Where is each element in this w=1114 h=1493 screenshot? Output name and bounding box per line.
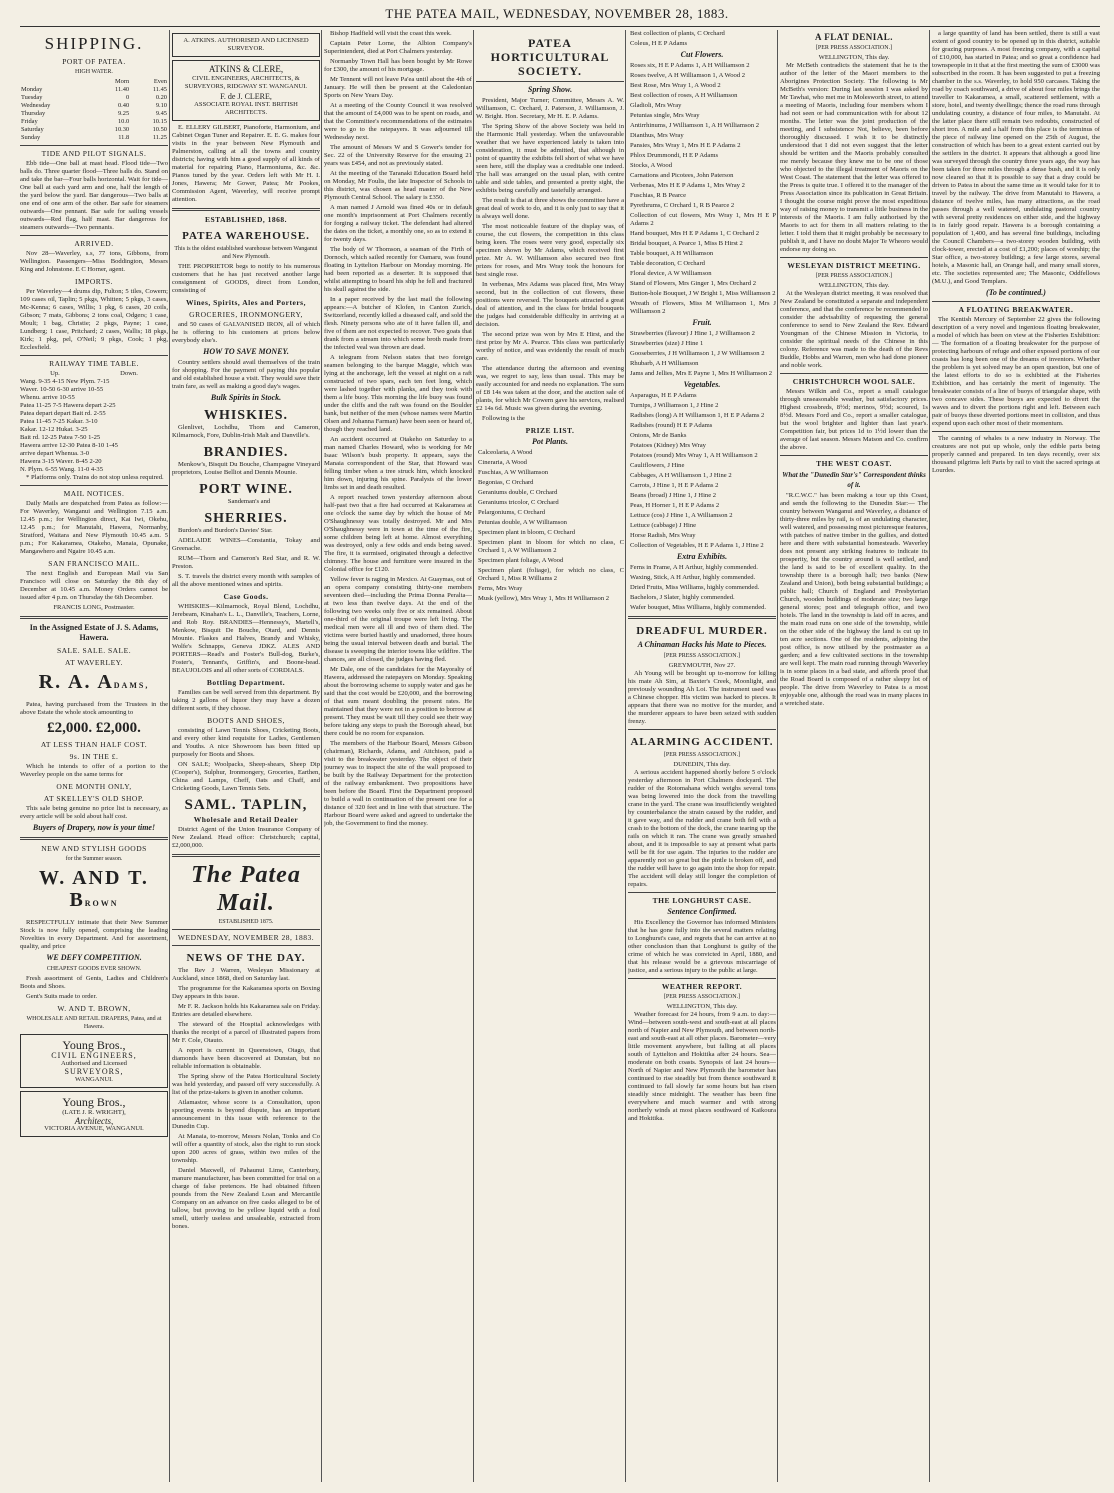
brandies-text: Menkow's, Bisquit Du Bouche, Champagne Vineyard proprietors, Louise Belliot and Dennis Mounie. bbox=[172, 461, 320, 476]
established-1875: ESTABLISHED 1875. bbox=[218, 919, 274, 925]
railway-row: Hawera 3-15 Waver. 8-45 2-20 bbox=[20, 458, 102, 465]
prize-list-b bbox=[628, 62, 776, 316]
tide-row bbox=[20, 118, 168, 126]
raa-text: Patea, having purchased from the Trustees in the above Estate the whole stock amounting to bbox=[20, 701, 168, 716]
show-report-paragraph: The Spring Show of the above Society was held in the Harmonic Hall yesterday. When the unfavourable weather that we have experienced lately is taken into consideration, it must be admitted, that although in point of quantity the exhibits fell short of what we have seen here, still the display was a creditable one indeed. The hall was arranged on the usual plan, with centre table and side tables, and presented a pretty sight, the exhibits being carefully and tastefully arranged. bbox=[476, 123, 624, 194]
rum-text: RUM—Thorn and Cameron's Red Star, and R. W. Preston. bbox=[172, 555, 320, 570]
show-report-paragraph: The attendance during the afternoon and evening was, we regret to say, less than usual. This may be easily accounted for and needs no explanation. The sum of £8 14s was taken at the door, and the auction sale of plants, for which Mr Cowern gave his services, realised £2 14s 6d. Music was given during the evening. bbox=[476, 365, 624, 412]
tide-header-cell: Even bbox=[153, 78, 167, 85]
prize-entry: Roses six, H E P Adams 1, A H Williamson 2 bbox=[630, 62, 750, 69]
cheapest-line: CHEAPEST GOODS EVER SHOWN. bbox=[46, 966, 142, 972]
whiskies-heading: WHISKIES. bbox=[203, 408, 289, 423]
date-line: WEDNESDAY, NOVEMBER 28, 1883. bbox=[177, 933, 315, 942]
sentence-subheading: Sentence Confirmed. bbox=[667, 907, 737, 916]
wellington-dateline: WELLINGTON, This day. bbox=[818, 54, 890, 61]
news-item: At a meeting of the County Council it was resolved that the amount of £4,000 was to be spent on roads, and that the Committee's recommendations of the estimates were to go to the ratepayers. It was adjourned till Wednesday next. bbox=[324, 102, 472, 141]
tide-row bbox=[20, 102, 168, 110]
imports-heading: IMPORTS. bbox=[75, 277, 113, 286]
fruit-heading: Fruit. bbox=[692, 318, 712, 327]
prize-entry: Hand bouquet, Mrs H E P Adams 1, C Orchard 2 bbox=[630, 230, 760, 237]
prize-entry: Bridal bouquet, A Pearce 1, Miss B Hirst 2 bbox=[630, 240, 743, 247]
prize-entry: Pelargoniums, C Orchard bbox=[478, 509, 546, 516]
vegetables-heading: Vegetables. bbox=[683, 380, 721, 389]
new-goods: NEW AND STYLISH GOODS bbox=[41, 844, 147, 853]
press-credit: [PER PRESS ASSOCIATION.] bbox=[663, 752, 741, 758]
tide-cell: 9.10 bbox=[155, 102, 167, 109]
estate-heading: In the Assigned Estate of J. S. Adams, Hawera. bbox=[29, 623, 159, 642]
established-1868: ESTABLISHED, 1868. bbox=[204, 215, 287, 224]
prize-list-a bbox=[628, 30, 776, 48]
west-coast-heading: THE WEST COAST. bbox=[816, 459, 892, 468]
prize-entry: Fuschias, A W Williamson bbox=[478, 469, 549, 476]
sf-mail-heading: SAN FRANCISCO MAIL. bbox=[48, 559, 140, 568]
column-rule bbox=[169, 30, 170, 1482]
column-rule bbox=[777, 30, 778, 1482]
prize-entry: Lettuce (cos) J Hine 1, A Williamson 2 bbox=[630, 512, 733, 519]
atkins-ad: A. ATKINS. AUTHORISED AND LICENSED SURVEYOR. bbox=[172, 33, 320, 57]
longhurst-text: His Excellency the Governor has informed Ministers that he has gone fully into the several matters relating to Longhurst's case, and regrets that he can arrive at no other conclusion than that Longhurst is guilty of the crime of which he was convicted in April, 1880, and that his release would be a grievous miscarriage of justice, and a serious injury to the public at large. bbox=[628, 919, 776, 974]
raa-text-3: This sale being genuine no price list is necessary, as every article will be sold about half cost. bbox=[20, 805, 168, 820]
prize-entry: Musk (yellow), Mrs Wray 1, Mrs H Williamson 2 bbox=[478, 595, 610, 602]
raa-text-2: Which he intends to offer of a portion to the Waverley people on the same terms for bbox=[20, 763, 168, 778]
spring-show: Spring Show. bbox=[527, 85, 573, 94]
railway-row: Patea depart depart Bait rd. 2-55 bbox=[20, 410, 106, 417]
news-heading: NEWS OF THE DAY. bbox=[186, 952, 306, 964]
signals-text: Ebb tide—One ball at mast head. Flood tide—Two balls do. Three quarter flood—Three balls do. Stand on and take the bar—Four balls horizontal. Wait for tide—One ball at each yard arm and one, half the length of the yard below the yard. Bar dangerous—Two balls at one end of one arm of the other. Bar safe for steamers outwards—One pennant. Bar safe for sailing vessels outwards—Red flag, half mast. Bar dangerous for steamers outwards—Two pennants. bbox=[20, 160, 168, 231]
press-credit: [PER PRESS ASSOCIATION.] bbox=[663, 653, 741, 659]
prize-entry: Geraniums double, C Orchard bbox=[478, 489, 558, 496]
sf-mail-text: The next English and European Mail via San Francisco will close on Saturday the 8th day of December at 10.45 a.m. Money Orders cannot be issued after 4 p.m. on Thursday the 6th December. bbox=[20, 570, 168, 601]
prize-entry: Ferns, Mrs Wray bbox=[478, 585, 523, 592]
tide-cell: 10.15 bbox=[152, 118, 167, 125]
tide-header-row bbox=[20, 78, 168, 86]
news-continued bbox=[324, 30, 472, 828]
tide-header-cell: Morn bbox=[114, 78, 130, 85]
news-item: The Spring show of the Patea Horticultural Society was held yesterday, and passed off very successfully. A list of the prize-takers is given in another column. bbox=[172, 1073, 320, 1096]
news-item: Yellow fever is raging in Mexico. At Guaymas, out of an opera company consisting thirty-one members seventeen died—including the Prima Donna Peralta—at two less than twelve days. At the end of the following two weeks only five or six remained. About one-third of the original troupe were left living. The medical men were all ill and two of them died. The victims were buried hastily and unadorned, three hours being the usual interval between death and burial. The disease is sweeping the interior towns like wildfire. The chances, are all closed, the judges having fled. bbox=[324, 576, 472, 663]
tide-cell: 11.40 bbox=[114, 86, 130, 93]
prize-entry: Asparagus, H E P Adams bbox=[630, 392, 697, 399]
prize-entry: Best collection of roses, A H Williamson bbox=[630, 92, 738, 99]
prize-entry: Lettuce (cabbage) J Hine bbox=[630, 522, 697, 529]
prize-entry: Phlox Drummondi, H E P Adams bbox=[630, 152, 719, 159]
news-item: In a paper received by the last mail the following appears:—A butcher of Klofen, in Canton Zurich, Switzerland, recently killed a diseased calf, and sold the flesh. Ninety persons who ate of it have fallen ill, and five of them are not expected to recover. Two goats that drank from a stream into which some broth made from the infected veal was thrown are dead. bbox=[324, 296, 472, 351]
news-item: The body of W Thomson, a seaman of the Firth of Dornoch, which sailed recently for Oamaru, was found floating in Lyttelton Harbour on Monday morning. He had been reported as a deserter. It is supposed that whilst attempting to board his ship he fell and fractured his skull against the side. bbox=[324, 246, 472, 293]
buyers-line: Buyers of Drapery, now is your time! bbox=[32, 823, 156, 832]
show-report-paragraph: In verbenas, Mrs Adams was placed first, Mrs Wray second, but in the collection of cut flowers, these positions were reversed. The bouquets attracted a great deal of attention, and in the class for bridal bouquets the judges had considerable difficulty in arriving at a decision. bbox=[476, 281, 624, 328]
on-sale-text: ON SALE; Woolpacks, Sheep-shears, Sheep Dip (Cooper's), Sulphur, Ironmongery, Groceries, Earthen, China and Lamps, Cheff, Oats and Chaff, and Cricketing Goods, Lawn Tennis Sets. bbox=[172, 761, 320, 792]
press-credit: [PER PRESS ASSOCIATION.] bbox=[663, 994, 741, 1000]
weather-text: Weather forecast for 24 hours, from 9 a.m. to day:—Wind—between south-west and south-east at all places north of Napier and New Plymouth, and between north-east and south-east at all other places. Barometer—very little movement anywhere, but falling at all places south of Lyttelton and Hokitika after 24 hours. Sea—moderate on both coasts. Synopsis of last 24 hours—North of Napier and New Plymouth the barometer has continued to rise steadily but from thence southward it continued to fall slowly far some hours but has risen steadily since midnight. The weather has been fine everywhere and much warmer and with strong northerly winds at most places southward of Kaikoura and Hokitika. bbox=[628, 1011, 776, 1122]
patea-warehouse-sub: This is the oldest established warehouse between Wanganui and New Plymouth. bbox=[174, 246, 318, 260]
prize-entry: Best collection of plants, C Orchard bbox=[630, 30, 725, 37]
column-rule bbox=[321, 30, 322, 1482]
wellington-dateline-2: WELLINGTON, This day. bbox=[818, 282, 890, 289]
prize-entry: Radishes (long) A H Williamson 1, H E P Adams 2 bbox=[630, 412, 765, 419]
column-3 bbox=[324, 30, 472, 1482]
tide-cell: Wednesday bbox=[21, 102, 51, 109]
gilbert-ad: E. ELLERY GILBERT, Pianoforte, Harmonium, and Cabinet Organ Tuner and Repairer. E. E. G. makes four visits in the year between New Plymouth and Palmerston, calling at all the towns and country districts; having with him a good supply of all kinds of material for repairing Piano, Harmoniums, &c. &c. Pianos tuned by the year. Orders left with Mr H. I. Jones, Hawera; Mr Gower, Patea; Mr Pookes, Commission Agent, Waverley, will receive prompt attention. bbox=[172, 124, 320, 203]
prize-entry: Carrots, J Hine 1, H E P Adams 2 bbox=[630, 482, 719, 489]
tide-cell: Saturday bbox=[21, 126, 44, 133]
groceries-line: GROCERIES, IRONMONGERY, bbox=[189, 310, 303, 319]
price: £2,000. £2,000. bbox=[47, 720, 141, 736]
prize-entry: Calceolaria, A Wood bbox=[478, 449, 533, 456]
news-item: A report reached town yesterday afternoon about half-past two that a fire had occurred at Kakaramea at one o'clock the same day by which the house of Mr O'Shaughnessy was totally destroyed. Mr and Mrs O'Shaughnessy were in town at the time of the fire, some children being left at home. Almost everything was destroyed, only a few odds and ends being saved. The fire, it is surmised, originated through a defective chimney. The house and furniture were insured in the Colonial office for £120. bbox=[324, 494, 472, 573]
tide-cell: 11.45 bbox=[152, 86, 167, 93]
tide-cell: 0.20 bbox=[155, 94, 167, 101]
prize-entry: Specimen plant (foliage), for which no class, C Orchard 1, Miss R Williams 2 bbox=[478, 567, 624, 582]
dunedin-dateline: DUNEDIN, This day. bbox=[673, 761, 731, 768]
whales-text: The canning of whales is a new industry in Norway. The creatures are not put up whole, only the edible parts being properly canned and prepared. In ten days recently, over six thousand pilgrims left Paris by rail to visit the sacred springs at Lourdes. bbox=[932, 435, 1100, 474]
bottling: Bottling Department. bbox=[206, 678, 286, 687]
west-coast-continued: a large quantity of land has been settled, there is still a vast extent of good country to be opened up in this district, suitable for grazing purposes. A most freezing company, with a capital of £10,000, has started in Patea; and so great a confidence had townspeople in it that at the first meeting the sum of £3000 was subscribed in the room. It has been suggested to put a freezing chamber in the s.s. Waverley, to hold 950 carcases. Taking the road by coach southward, a drive of about four miles brings the traveller to Kakaramea, a small, scattered settlement, with a store, hotel, and twenty dwellings; thence the road runs through undulating country, a distance of four miles, to Manutahi. At the latter place there still remain two redoubts, constructed of short iron. A mile and a half from this place is the terminus of the piece of railway line opened on the 25th of August, the construction of which has been to a great extent carried out by the settlers in the district. It appears that although a good line was surveyed through the country three years ago, the way has been taken for three miles through a dense bush, and it is only now cleared so that it is possible to say that a dray could be driven to Patea in about the same time as it would take for it to travel by the railway. The drive from Manutahi to Hawera, a distance of twelve miles, has many attractions, as the road passes through a well watered, undulating pastoral country with several pretty residences on either side, and the highway is in fairly good repair. Hawera is a borough containing a population of 1,400, and has several fine buildings, including the Council Chambers—a two-storey wooden building, with clock-tower, erected at a cost of £1,200; places of worship; the Star office, a two-storey building; a few large stores, several hotels, a Masonic hall, an Orange hall, and many small stores, etc. The societies represented are; The Masonic, Oddfellows (M.U.), and Good Templars. bbox=[932, 30, 1100, 285]
young-bros-ad-1: Young Bros., CIVIL ENGINEERS, Authorised and Licensed SURVEYORS, WANGANUI. bbox=[20, 1034, 168, 1088]
prize-entry: Cabbages, A H Williamson 1, J Hine 2 bbox=[630, 472, 732, 479]
high-water-label: HIGH WATER. bbox=[75, 69, 113, 75]
prize-entry: Pyrethrums, C Orchard 1, R B Pearce 2 bbox=[630, 202, 735, 209]
prize-entry: Dianthus, Mrs Wray bbox=[630, 132, 684, 139]
railway-row: Kakar. 12-12 Hukat. 3-25 bbox=[20, 426, 88, 433]
prize-entry: Begonias, C Orchard bbox=[478, 479, 534, 486]
whiskies-text: Glenlivet, Lochdhu, Thom and Cameron, Kilmarnock, Fore, Dublin-Irish Malt and Danville's. bbox=[172, 424, 320, 439]
prize-entry: Rhubarb, A H Williamson bbox=[630, 360, 699, 367]
tide-cell: Sunday bbox=[21, 134, 41, 141]
prize-entry: Wafer bouquet, Miss Williams, highly commended. bbox=[630, 604, 767, 611]
column-2 bbox=[172, 30, 320, 1482]
news-item: The programme for the Kakaramea sports on Boxing Day appears in this issue. bbox=[172, 985, 320, 1000]
column-rule bbox=[625, 30, 626, 1482]
signals-heading: TIDE AND PILOT SIGNALS. bbox=[41, 149, 147, 158]
prize-entry: Dried Fruits, Miss Williams, highly commended. bbox=[630, 584, 760, 591]
railway-header bbox=[20, 370, 168, 378]
tide-header-cell bbox=[20, 78, 92, 86]
tide-table bbox=[20, 78, 168, 142]
railway-row: Wang. 9-35 4-15 New Plym. 7-15 bbox=[20, 378, 110, 385]
wt-sign: W. AND T. BROWN, bbox=[57, 1004, 131, 1013]
prize-entry: Peas, H Horner 1, H E P Adams 2 bbox=[630, 502, 720, 509]
news-item: Atlamastor, whose score is a Consultation, upon sporting events is beyond dispute, has an important announcement in this issue with reference to the Dunedin Cup. bbox=[172, 1099, 320, 1130]
port-text: Sandeman's and bbox=[227, 498, 271, 505]
tide-cell: 0 bbox=[125, 94, 130, 101]
atkins-clere-ad: ATKINS & CLERE, CIVIL ENGINEERS, ARCHITECTS, & SURVEYORS, RIDGWAY ST. WANGANUI. F. de J. CLERE, ASSOCIATE ROYAL INST. BRITISH ARCHITECTS. bbox=[172, 60, 320, 121]
news-item: At Manaia, to-morrow, Messrs Nolan, Tonks and Co will offer a quantity of stock, also the right to run stock upon 200 acres of grass, within two miles of the township. bbox=[172, 1133, 320, 1164]
prize-entry: Wreath of Flowers, Miss M Williamson 1, Mrs J Williamson 2 bbox=[630, 300, 776, 315]
column-rule bbox=[473, 30, 474, 1482]
wellington-dateline: WELLINGTON, This day. bbox=[666, 1003, 738, 1010]
floating-breakwater-heading: A FLOATING BREAKWATER. bbox=[958, 305, 1074, 314]
show-report-paragraph: The second prize was won by Mrs E Hirst, and the first prize by Mr A. Pearce. This class was particularly worthy of notice, and was evidently the result of much care. bbox=[476, 331, 624, 362]
tide-cell: Tuesday bbox=[21, 94, 43, 101]
prize-entry: Gooseberries, J H Williamson 1, J W Williamson 2 bbox=[630, 350, 765, 357]
arrived-heading: ARRIVED. bbox=[74, 239, 114, 248]
how-save: HOW TO SAVE MONEY. bbox=[203, 347, 289, 356]
prize-entry: Beans (broad) J Hine 1, J Hine 2 bbox=[630, 492, 717, 499]
tide-cell: 10.50 bbox=[152, 126, 167, 133]
news-item: Mr F. R. Jackson holds his Kakaramea sale on Friday. Entries are detailed elsewhere. bbox=[172, 1003, 320, 1018]
railway-row: N. Plym. 6-55 Wang. 11-0 4-35 bbox=[20, 466, 103, 473]
prize-entry: Onions, Mr de Banks bbox=[630, 432, 687, 439]
railway-row: Patea 11-25 7-5 Hawera depart 2-25 bbox=[20, 402, 116, 409]
patea-warehouse: PATEA WAREHOUSE. bbox=[182, 230, 310, 242]
wesleyan-text: At the Wesleyan district meeting, it was resolved that New Zealand be constituted a separate and independent conference, and that the conference be recommended to consider the advisability of requesting the general conference to send to New Zealand the Rev. Edward Youngman of the Chinese Mission in Victoria, to consider the spiritual needs of the Chinese in this colony. Reference was made to the death of the Revs Buddle, Hobbs and Warren, men who had done pioneer and noble work. bbox=[780, 290, 928, 369]
news-item: The Rev J Warren, Wesleyan Missionary at Auckland, since 1868, died on Saturday last. bbox=[172, 967, 320, 982]
gents-line: Gent's Suits made to order. bbox=[26, 993, 97, 1000]
case-goods-text: WHISKIES—Kilmarnock, Royal Blend, Lochdhu, Jerebeam, Kinahan's L. L., Danville's, Teachers, Lorne, and Rob Roy. BRANDIES—Hennessy's, Martell's, Menkow, Bisquit De Bouche, Otard, and Dennis Mounie. Flaskes and Halves, Brandy and Whisky, Wolfe's Schnapps, Geneva JDKZ. ALES AND PORTERS—Read's and Foster's Bull-dog, Burke's, Foster's, Tennant's, Griffin's, and Boone-head. BEAUJOLOIS and all other sorts of CORDIALS. bbox=[172, 603, 320, 674]
murder-text: Ah Young will be brought up to-morrow for killing his mate Ah Sim, at Baxter's Creek, Moonlight, and previously wounding Ah Loi. The instrument used was a Chinese chopper. His victim was hacked to pieces. It appears that there was no motive for the murder, and the murderer appears to have been seized with sudden frenzy. bbox=[628, 670, 776, 725]
news-item: The amount of Messrs W and S Gower's tender for Sec. 22 of the University Reserve for the ensuing 21 years was £454, and not as previously stated. bbox=[324, 144, 472, 167]
prize-list-d bbox=[628, 392, 776, 550]
prize-entry: Specimen plant in bloom, C Orchard bbox=[478, 529, 576, 536]
pot-plant-prizes bbox=[476, 449, 624, 603]
news-item: Daniel Maxwell, of Pahaunui Lime, Canterbury, manure manufacturer, has been committed for trial on a charge of false pretences. He had obtained fifteen pounds from the New Zealand Loan and Mercantile Company on an advance on five casks alleged to be of tallow, but proving to be yellow liquid with a foul smell, utterly useless and unsaleable, extracted from bones. bbox=[172, 1167, 320, 1230]
prize-entry: Pansies, Mrs Wray 1, Mrs H E P Adams 2 bbox=[630, 142, 741, 149]
tide-row bbox=[20, 126, 168, 134]
sale-line: SALE. SALE. SALE. bbox=[56, 646, 132, 655]
cut-flowers-heading: Cut Flowers. bbox=[680, 50, 724, 59]
prize-entry: Button-hole Bouquet, J W Bright 1, Miss Williamson 2 bbox=[630, 290, 776, 297]
greymouth-dateline: GREYMOUTH, Nov 27. bbox=[668, 662, 736, 669]
pot-plants-heading: Pot Plants. bbox=[531, 437, 568, 446]
chinaman-subheading: A Chinaman Hacks his Mate to Pieces. bbox=[637, 640, 767, 649]
horticultural-heading: PATEA HORTICULTURAL SOCIETY. bbox=[490, 36, 610, 78]
column-1 bbox=[20, 30, 168, 1482]
prize-entry: Strawberries (flavour) J Hine 1, J Williamson 2 bbox=[630, 330, 755, 337]
prize-entry: Specimen plant in bloom for which no class, C Orchard 1, A W Williamson 2 bbox=[478, 539, 624, 554]
mail-text: Daily Mails are despatched from Patea as follow:—For Waverley, Wanganui and Wellington 7.15 a.m. 12.45 p.m.; for Wellington direct, Kai Iwi, Okehu, 12.45 p.m.; for Manutahi, Hawera, Normanby, Stratford, Waitara and New Plymouth 10.45 a.m. 5 p.m.; For Kakaramea, Otakeho, Manaia, Opunake, Mangawhero and Ngaire 10.45 a.m. bbox=[20, 500, 168, 555]
tide-row bbox=[20, 86, 168, 94]
news-item: A man named J Arnold was fined 40s or in default one month's imprisonment at Port Chalmers recently for forging a railway ticket. The defendant had altered the dates on the ticket, a monthly one, so as to extend it for twenty days. bbox=[324, 204, 472, 243]
wesleyan-heading: WESLEYAN DISTRICT MEETING. bbox=[787, 261, 921, 270]
news-item: An accident occurred at Otakeho on Saturday to a man named Charles Howard, who is working for Mr Isaac Wilson's bush property. It appears, says the Manaia correspondent of the Star, that Howard was felling timber when a tree struck him, which knocked him down, injuring his spine. Paralysis of the lower limbs set in and death resulted. bbox=[324, 436, 472, 491]
wt-sign-2: WHOLESALE AND RETAIL DRAPERS, Patea, and at Hawera. bbox=[26, 1016, 162, 1030]
arrived-text: Nov 28—Waverley, s.s, 77 tons, Gibbons, from Wellington. Passengers—Miss Boddington, Messrs King and Johnstone. E C Horner, agent. bbox=[20, 250, 168, 273]
prize-entry: Table bouquet, A H Williamson bbox=[630, 250, 714, 257]
tide-cell: Thursday bbox=[21, 110, 46, 117]
raa-heading: R. A. ADAMS, bbox=[38, 671, 150, 693]
in-pound: 9s. IN THE £. bbox=[69, 752, 119, 761]
boots-heading: BOOTS AND SHOES, bbox=[207, 716, 285, 725]
column-7 bbox=[932, 30, 1100, 1482]
floating-breakwater-text: The Kentish Mercury of September 22 gives the following description of a very novel and ingenious floating breakwater, a model of which has been on view at the Fisheries Exhibition:— The formation of a floating breakwater for the purpose of protecting harbours of refuge and other exposed portions of our coasts has long been one of the dreams of inventors. Whether the problem is yet solved may be an open question, but one of the latest efforts to do so is exhibited at the Fisheries Exhibition, and has certainly the merit of ingenuity. The breakwater consists of a line of buoys of triangular shape, with two concave sides. These buoys are expected to divert the waves and to divert the portions right and left. Between each pair of buoys these diverted portions meet in collision, and thus expend upon each other most of their momentum. bbox=[932, 316, 1100, 427]
boots-text: consisting of Lawn Tennis Shoes, Cricketing Boots, and every other kind requisite for Ladies, Gentlemen and Youths. A nice Showroom has been fitted up purposely for Boots and Shoes. bbox=[172, 727, 320, 758]
wt-brown-text: RESPECTFULLY intimate that their New Summer Stock is now fully opened, comprising the leading Novelties in every Department. And for assortment, quality, and price bbox=[20, 919, 168, 950]
prize-entry: Specimen plant foliage, A Wood bbox=[478, 557, 564, 564]
dreadful-murder-heading: DREADFUL MURDER. bbox=[636, 625, 768, 637]
bulk-spirits: Bulk Spirits in Stock. bbox=[210, 393, 282, 402]
taplin-text: District Agent of the Union Insurance Company of New Zealand. Head office: Christchurch; capital, £2,000,000. bbox=[172, 826, 320, 849]
prize-entry: Horse Radish, Mrs Wray bbox=[630, 532, 696, 539]
prize-entry: Bachelors, J Slater, highly commended. bbox=[630, 594, 735, 601]
mail-heading: MAIL NOTICES. bbox=[63, 489, 125, 498]
prize-entry: Best Rose, Mrs Wray 1, A Wood 2 bbox=[630, 82, 721, 89]
tide-row bbox=[20, 94, 168, 102]
prize-entry: Petunias single, Mrs Wray bbox=[630, 112, 700, 119]
news-item: A report is current in Queenstown, Otago, that diamonds have been discovered at Dunstan, but no reliable information is obtainable. bbox=[172, 1047, 320, 1070]
prize-entry: Roses twelve, A H Williamson 1, A Wood 2 bbox=[630, 72, 746, 79]
railway-row: Bait rd. 12-25 Patea 7-50 1-25 bbox=[20, 434, 101, 441]
railway-row: arrive depart Whenua. 3-0 bbox=[20, 450, 90, 457]
following-line: Following is the bbox=[482, 415, 525, 422]
prize-list-heading: PRIZE LIST. bbox=[525, 426, 575, 435]
shipping-heading: SHIPPING. bbox=[44, 34, 144, 53]
column-6 bbox=[780, 30, 928, 1482]
prize-entry: Cauliflowers, J Hine bbox=[630, 462, 685, 469]
news-item: A telegram from Nelson states that two foreign seamen belonging to the barque Maggie, which was lying at the anchorage, left the vessel at night on a raft constructed of two spars, each ten feet long, which were lashed together with planks, and they took with them a life buoy. This morning the life buoy was found under the cliffs and the raft was found on the Boulder bank, but neither of the men (whose names were Martin Olsen and Johanna Farman) have been seen or heard of, though they reached land. bbox=[324, 354, 472, 433]
accident-text: A serious accident happened shortly before 5 o'clock yesterday afternoon in Port Chalmers dockyard. The rudder of the Rotomahana which weighs several tons was being lowered into the dock from the travelling crane in the yard. The crane was insufficiently weighted by counterbalance the strain caused by the rudder, and it gave way, and the rudder and crane both fell with a crash to the bottom of the dock, the crane tearing up the rails on which it ran. The crane was greatly smashed about, and it is impossible to say at present what parts will be fit for use again. The injuries to the rudder are apparently not so great but the pintle is broken off, and the rudder will have to go again into the shop for repair. The accident will delay still longer the completion of repairs. bbox=[628, 769, 776, 888]
tide-cell: 9.25 bbox=[117, 110, 130, 117]
longhurst-heading: THE LONGHURST CASE. bbox=[652, 896, 752, 905]
st-treat-text: S. T. travels the district every month with samples of all the above mentioned wines and spirits. bbox=[172, 573, 320, 588]
railway-row: Hawera arrive 12-30 Patea 8-10 1-45 bbox=[20, 442, 118, 449]
prize-entry: Jams and Jellies, Mrs E Payne 1, Mrs H Williamson 2 bbox=[630, 370, 773, 377]
tide-cell: 11.8 bbox=[118, 134, 130, 141]
galvanised-text: and 50 cases of GALVANISED IRON, all of which he is offering to his customers at prices below everybody else's. bbox=[172, 321, 320, 344]
port-heading: PORT WINE. bbox=[199, 482, 293, 497]
news-item: The steward of the Hospital acknowledges with thanks the receipt of a parcel of illustrated papers from Mr F. Cole, Otauto. bbox=[172, 1021, 320, 1044]
railway-note: * Platforms only. Trains do not stop unless required. bbox=[26, 474, 164, 481]
news-item: The members of the Harbour Board, Messrs Gibson (chairman), Richards, Adams, and Aitchison, paid a visit to the breakwater yesterday. The object of their journey was to inspect the site of the wall proposed to be built by the Railway Department for the protection of the railway embankment. Two propositions have been before the Board. First the Department proposed to build a wall in continuation of the present one for a distance of 320 feet and in line with that structure. The Harbour Board were asked and agreed to undertake the job, the Government to find the money. bbox=[324, 740, 472, 827]
sf-mail-sign: FRANCIS LONG, Postmaster. bbox=[53, 604, 135, 611]
waverley-line: AT WAVERLEY. bbox=[65, 658, 123, 667]
wool-sale-heading: CHRISTCHURCH WOOL SALE. bbox=[792, 377, 916, 386]
horticultural-intro: President, Major Turner; Committee, Messrs A. W. Williamson, C. Orchard, J. Paterson, J. Williamson, J. W. Bright. Hon. Secretary, Mr H. E. P. Adams. bbox=[476, 97, 624, 120]
news-item: Normanby Town Hall has been bought by Mr Rowe for £300, the amount of his mortgage. bbox=[324, 58, 472, 73]
prize-entry: Coleus, H E P Adams bbox=[630, 40, 688, 47]
news-item: Mr Tennent will not leave Pa'ea until about the 4th of January. He will then be present at the Caledonian Sports on New Years Day. bbox=[324, 76, 472, 99]
prize-entry: Fuschias, R B Pearce bbox=[630, 192, 687, 199]
railway-row: Patea 11-45 7-25 Kakar. 3-10 bbox=[20, 418, 98, 425]
wines-line: Wines, Spirits, Ales and Porters, bbox=[186, 298, 306, 307]
prize-list-e bbox=[628, 564, 776, 612]
port-heading: PORT OF PATEA. bbox=[62, 57, 126, 66]
news-item: Captain Peter Lorne, the Albion Company's Superintendent, died at Port Chalmers yesterday. bbox=[324, 40, 472, 55]
tide-cell: Friday bbox=[21, 118, 38, 125]
west-coast-subheading: What the "Dunedin Star's" Correspondent thinks of it. bbox=[782, 471, 926, 489]
extra-exhibits-heading: Extra Exhibits. bbox=[676, 552, 728, 561]
wool-sale-text: Messrs Wilkin and Co., report a small catalogue through unseasonable weather, but satisfactory prices. Highest crossbreds, 8½d; merinos, 9½d; scoured, 1s 8½d. Messrs Ford and Co., report a smaller catalogue, but the wool brighter and lighter than last year's. Competition fair, but prices 1d to 1½d lower than the average of last season. Messrs Matson and Co. confirm the above. bbox=[780, 388, 928, 451]
taplin-sub: Wholesale and Retail Dealer bbox=[193, 815, 299, 824]
sherries-heading: SHERRIES. bbox=[204, 511, 288, 526]
imports-text: Per Waverley—4 drums dip, Fulton; 5 tiles, Cowern; 109 cases oil, Taplin; 5 pkgs, Whitten; 5 pkgs, 3 cases, Mc-Kenna; 6 cases, Willis; 1 pkg, 6 cases, 20 coils, Gibson; 7 mats, Gibbons; 2 tons coal, Odgers; 1 case, Moult; 1 bag, Christie; 2 pkgs, Payne; 1 case, Lundberg; 1 case, Pritchard; 2 cases, Wallis; 18 pkgs, Kirk; 1 pkg, pel, O'Neil; 9 pkgs, Cook; 1 pkg, Ecclesfield. bbox=[20, 288, 168, 351]
prize-entry: Geraniums tricolor, C Orchard bbox=[478, 499, 559, 506]
press-credit: [PER PRESS ASSOCIATION.] bbox=[815, 273, 893, 279]
prize-list-c bbox=[628, 330, 776, 378]
new-goods-2: for the Summer season. bbox=[65, 856, 123, 862]
alarming-accident-heading: ALARMING ACCIDENT. bbox=[630, 736, 774, 748]
weather-heading: WEATHER REPORT. bbox=[661, 982, 743, 991]
young-bros-ad-2: Young Bros., (LATE J. R. WRIGHT), Architects, VICTORIA AVENUE, WANGANUI. bbox=[20, 1091, 168, 1137]
prize-entry: Potatoes (Kidney) Mrs Wray bbox=[630, 442, 706, 449]
column-5 bbox=[628, 30, 776, 1482]
show-report bbox=[476, 123, 624, 413]
prize-entry: Stand of Flowers, Mrs Ginger 1, Mrs Orchard 2 bbox=[630, 280, 756, 287]
prize-entry: Collection of cut flowers, Mrs Wray 1, Mrs H E P Adams 2 bbox=[630, 212, 776, 227]
railway-row: Waver. 10-50 6-30 arrive 10-55 bbox=[20, 386, 104, 393]
half-cost: AT LESS THAN HALF COST. bbox=[40, 740, 148, 749]
prize-entry: Stocks, A Wood bbox=[630, 162, 673, 169]
prize-entry: Strawberries (size) J Hine 1 bbox=[630, 340, 704, 347]
tide-row bbox=[20, 110, 168, 118]
tide-cell: 0.40 bbox=[117, 102, 130, 109]
proprietor-text: THE PROPRIETOR begs to notify to his numerous customers that he has just received another large consignment of GOODS, direct from London, consisting of bbox=[172, 263, 320, 294]
adelaide-text: ADELAIDE WINES—Constantia, Tokay and Greenache. bbox=[172, 537, 320, 552]
prize-entry: Carnations and Picotees, John Paterson bbox=[630, 172, 734, 179]
prize-entry: Turnips, J Williamson 1, J Hine 2 bbox=[630, 402, 719, 409]
masthead: THE PATEA MAIL, WEDNESDAY, NOVEMBER 28, 1883. bbox=[385, 6, 729, 21]
prize-entry: Waxing, Stick, A H Arthur, highly commended. bbox=[630, 574, 756, 581]
prize-entry: Radishes (round) H E P Adams bbox=[630, 422, 713, 429]
tide-cell: Monday bbox=[21, 86, 43, 93]
prize-entry: Antirrhinums, J Williamson 1, A H Williamson 2 bbox=[630, 122, 760, 129]
railway-header-cell: Up. bbox=[50, 370, 60, 377]
show-report-paragraph: The most noticeable feature of the display was, of course, the cut flowers, the competition in this class being keen. The roses were very good, especially six specimen shown by Mr Adams, which received first prize. Mr A. W. Williamson also secured two first prizes for roses, and Mrs Wray took the honours for best single rose. bbox=[476, 223, 624, 278]
taplin-heading: SAML. TAPLIN, bbox=[184, 797, 308, 813]
prize-entry: Floral device, A W Williamson bbox=[630, 270, 712, 277]
country-text: Country settlers should avail themselves of the train for shopping. For the payment of paying this popular and old established house a visit. They would save their train fare, as well as making a good day's wages. bbox=[172, 359, 320, 390]
defy-line: WE DEFY COMPETITION. bbox=[46, 953, 142, 962]
news-item: At the meeting of the Taranaki Education Board held on Monday, Mr Foulis, the late Inspector of Schools in this district, was chosen as head master of the New Plymouth Central School. The salary is £350. bbox=[324, 170, 472, 201]
one-month: ONE MONTH ONLY, bbox=[56, 782, 132, 791]
railway-heading: RAILWAY TIME TABLE. bbox=[49, 359, 139, 368]
tide-cell: 10.30 bbox=[114, 126, 130, 133]
bottling-text: Families can be well served from this department. By taking 2 gallons of liquor they may have a dozen different sorts, if they choose. bbox=[172, 689, 320, 712]
prize-entry: Gladioli, Mrs Wray bbox=[630, 102, 682, 109]
prize-entry: Collection of Vegetables, H E P Adams 1, J Hine 2 bbox=[630, 542, 764, 549]
railway-header-cell: Down. bbox=[120, 370, 138, 377]
tide-cell: 11.25 bbox=[152, 134, 167, 141]
tide-cell: 9.45 bbox=[155, 110, 167, 117]
show-report-paragraph: The result is that at three shows the committee have a great deal of work to do, and it is only just to say that it is always well done. bbox=[476, 197, 624, 220]
prize-entry: Petunias double, A W Williamson bbox=[478, 519, 567, 526]
railway-row: Whenu. arrive 10-55 bbox=[20, 394, 75, 401]
to-be-continued: (To be continued.) bbox=[986, 288, 1046, 297]
flat-denial-text: Mr McBeth contradicts the statement that he is the author of the letter of the Maori members to the Aborigines Protection Society. The following is Mr McBeth's version: During last session I was asked by Mr Tawhai, who met me in Molesworth street, to attend a meeting of Maoris, including four members whom I had not seen or had communication with for about 12 months. The letter was the joint production of the meeting, and I subsistence Not, believe, been before thoroughly discussed. I wish it to be distinctly understood that I did not even suggest that the letter should be written and the Maoris probably consulted me merely because they knew me to be one of those who objected to the illegal treatment of Maoris on the West Coast. The statement that the letter was offered to the Press is quite true. I offered it to the manager of the Press Association since its publication in Great Britain. I thought the course might prove the most expeditious way of raising money to transmit a little business in the interests of the Maoris. I am fully authorised by the Maoris to act for them in all matters relating to the letter. I told them that it might probably be necessary to publish it, and I have no doubt Major Te Wheoro would endorse my doing so. bbox=[780, 62, 928, 253]
case-goods: Case Goods. bbox=[223, 592, 269, 601]
patea-mail-title: The Patea Mail. bbox=[191, 862, 301, 916]
prize-entry: Potatoes (round) Mrs Wray 1, A H Williamson 2 bbox=[630, 452, 758, 459]
press-credit: [PER PRESS ASSOCIATION.] bbox=[815, 45, 893, 51]
news-item: Mr Dale, one of the candidates for the Mayoralty of Hawera, addressed the ratepayers on Monday. Speaking about the borrowing scheme to supply water and gas he said that the cost would be £20,000, and the borrowing of that sum meant doubling the present rates. He maintained that they were not in a position to borrow at present. They must be wait till they could see their way before taking any steps to push the Borough ahead, but there could be no room for expansion. bbox=[324, 666, 472, 737]
tide-cell: 10.0 bbox=[117, 118, 130, 125]
prize-entry: Table decoration, C Orchard bbox=[630, 260, 705, 267]
tide-row bbox=[20, 134, 168, 142]
sherries-text: Burdon's and Burdon's Davies' Star. bbox=[178, 527, 273, 534]
flat-denial-heading: A FLAT DENIAL. bbox=[815, 32, 893, 42]
prize-entry: Verbenas, Mrs H E P Adams 1, Mrs Wray 2 bbox=[630, 182, 745, 189]
fresh-line: Fresh assortment of Gents, Ladies and Children's Boots and Shoes. bbox=[20, 975, 168, 990]
west-coast-text: "R.C.W.C." has been making a tour up this Coast, and sends the following to the Dunedin Star:— The country between Wanganui and Waverley, a distance of thirty-three miles by rail, is of an undulating character, well watered, and possessing most picturesque features, with patches of native timber in the gullies, and dotted here and there with substantial homesteads. Waverley does not present any striking features to indicate its prosperity, but the country around is well settled, and the land is said to be of excellent quality. In the township there is a borough hall; two banks (New Zealand and Union), both being substantial buildings; a public hall; Church of England and Presbyterian Church, wooden buildings of moderate size; two large general stores; post and telegraph office, and two hotels. The land in the township is laid off in acres, and the main road runs on one side of the township, while on the other side of the highway the land is cut up in ten acre sections. One of the residents, adjoining the post office, is now utilised by the postmaster as a garden; and a few cultivated sections in the township are well kept. The main road running through Waverley is in some places in a bad state, and affords proof that the Road Board is composed of a rather sleepy lot of people. The drive from Waverley to Patea is a most enjoyable one, although the road was in many places in a wretched state. bbox=[780, 492, 928, 707]
prize-entry: Cineraria, A Wood bbox=[478, 459, 527, 466]
railway-table bbox=[20, 370, 168, 474]
prize-entry: Ferns in Frame, A H Arthur, highly commended. bbox=[630, 564, 758, 571]
column-rule bbox=[929, 30, 930, 1482]
skelley-shop: AT SKELLEY'S OLD SHOP. bbox=[43, 794, 145, 803]
masthead-rule bbox=[20, 26, 1100, 27]
news-item: Bishop Hadfield will visit the coast this week. bbox=[330, 30, 452, 37]
brandies-heading: BRANDIES. bbox=[203, 445, 289, 460]
news-items bbox=[172, 967, 320, 1231]
wt-brown-heading: W. AND T. BROWN bbox=[39, 867, 149, 911]
column-4 bbox=[476, 30, 624, 1482]
